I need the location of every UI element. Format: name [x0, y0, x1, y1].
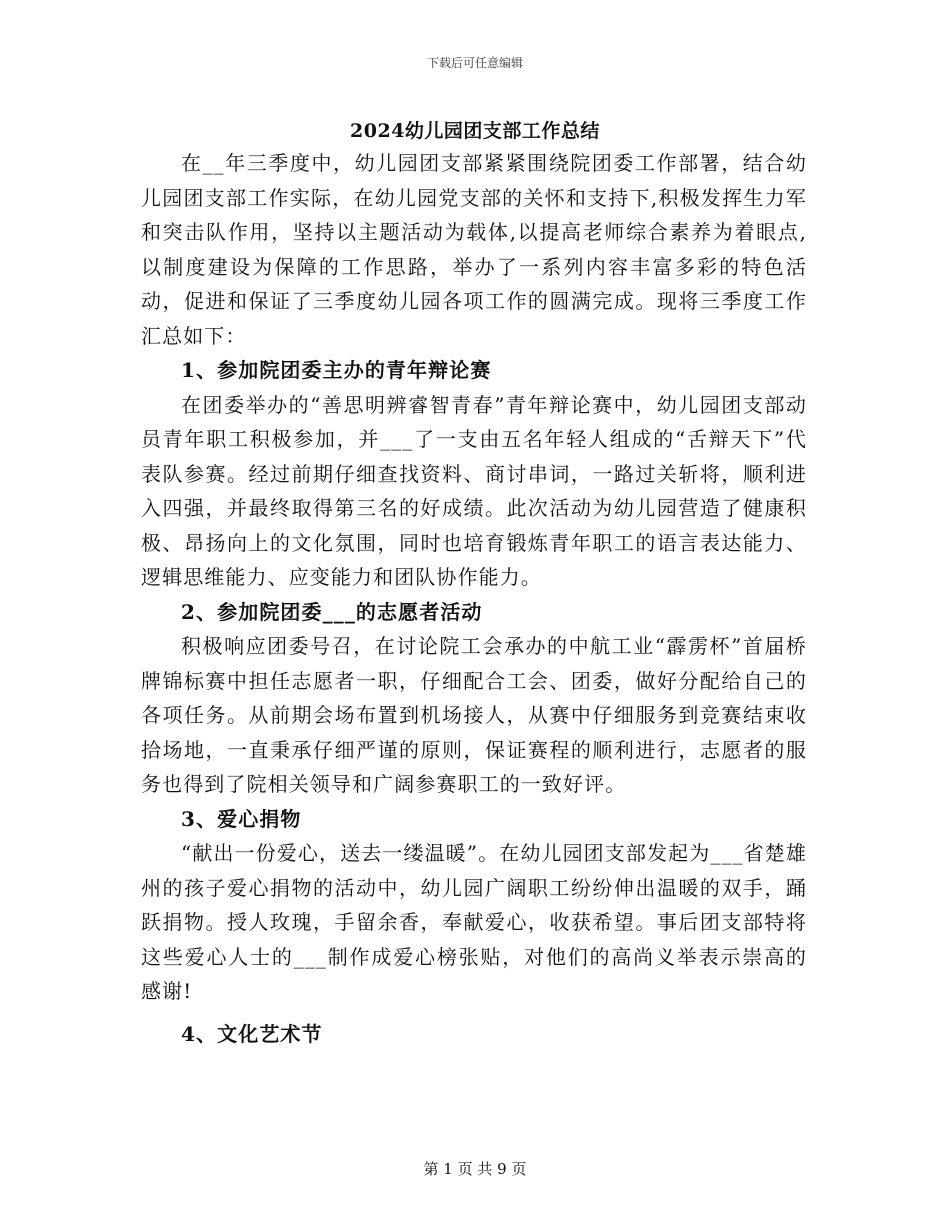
section-heading-4: 4、文化艺术节	[181, 1021, 323, 1046]
intro-paragraph: 在__年三季度中，幼儿园团支部紧紧围绕院团委工作部署，结合幼儿园团支部工作实际，在幼儿园党支部的关怀和支持下,积极发挥生力军和突击队作用，坚持以主题活动为载体,以提高老师综合素养为着眼点,以制度建设为保障的工作思路，举办了一系列内容丰富多彩的特色活动，促进和保证了三季度幼儿园各项工作的圆满完成。现将三季度工作汇总如下：	[141, 151, 807, 348]
document-body	[141, 146, 807, 1051]
document-title: 2024幼儿园团支部工作总结	[350, 120, 600, 142]
section-body-2: 积极响应团委号召，在讨论院工会承办的中航工业“霹雳杯”首届桥牌锦标赛中担任志愿者一职，仔细配合工会、团委，做好分配给自己的各项任务。从前期会场布置到机场接人，从赛中仔细服务到竞赛结束收拾场地，一直秉承仔细严谨的原则，保证赛程的顺利进行，志愿者的服务也得到了院相关领导和广阔参赛职工的一致好评。	[141, 634, 807, 796]
section-body-3: “献出一份爱心，送去一缕温暖”。在幼儿园团支部发起为___省楚雄州的孩子爱心捐物的活动中，幼儿园广阔职工纷纷伸出温暖的双手，踊跃捐物。授人玫瑰，手留余香，奉献爱心，收获希望。事后团支部特将这些爱心人士的___制作成爱心榜张贴，对他们的高尚义举表示崇高的感谢!	[141, 841, 807, 1003]
header-note: 下载后可任意编辑	[426, 56, 523, 70]
page-footer: 第 1 页 共 9 页	[423, 1160, 527, 1178]
section-heading-2: 2、参加院团委___的志愿者活动	[181, 599, 483, 624]
section-heading-1: 1、参加院团委主办的青年辩论赛	[181, 358, 492, 382]
section-body-1: 在团委举办的“善思明辨睿智青春”青年辩论赛中，幼儿园团支部动员青年职工积极参加，并___了一支由五名年轻人组成的“舌辩天下”代表队参赛。经过前期仔细查找资料、商讨串词，一路过关斩将，顺利进入四强，并最终取得第三名的好成绩。此次活动为幼儿园营造了健康积极、昂扬向上的文化氛围，同时也培育锻炼青年职工的语言表达能力、逻辑思维能力、应变能力和团队协作能力。	[141, 392, 807, 589]
section-heading-3: 3、爱心捐物	[181, 806, 302, 831]
